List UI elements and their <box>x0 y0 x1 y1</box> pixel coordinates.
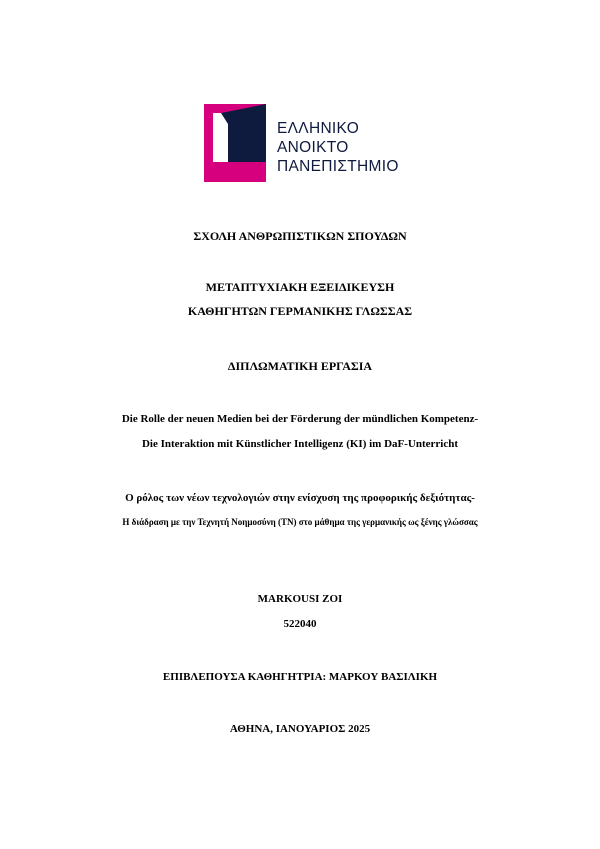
program-line-1: ΜΕΤΑΠΤΥΧΙΑΚΗ ΕΞΕΙΔΙΚΕΥΣΗ <box>205 280 395 294</box>
logo-line-3: ΠΑΝΕΠΙΣΤΗΜΙΟ <box>277 158 399 175</box>
place-date: ΑΘΗΝΑ, ΙΑΝΟΥΑΡΙΟΣ 2025 <box>229 723 371 735</box>
logo-wordmark <box>277 119 399 176</box>
school-name: ΣΧΟΛΗ ΑΝΘΡΩΠΙΣΤΙΚΩΝ ΣΠΟΥΔΩΝ <box>193 229 407 243</box>
title-german-line-2: Die Interaktion mit Künstlicher Intelligenz (KI) im DaF-Unterricht <box>141 438 458 450</box>
title-german-line-1: Die Rolle der neuen Medien bei der Förderung der mündlichen Kompetenz- <box>121 413 479 425</box>
author-name: MARKOUSI ZOI <box>257 593 343 605</box>
title-greek-line-2: Η διάδραση με την Τεχνητή Νοημοσύνη (ΤΝ) στο μάθημα της γερμανικής ως ξένης γλώσσας <box>122 517 478 527</box>
university-logo <box>204 104 404 182</box>
document-type: ΔΙΠΛΩΜΑΤΙΚΗ ΕΡΓΑΣΙΑ <box>227 359 373 373</box>
logo-line-2: ΑΝΟΙΚΤΟ <box>277 139 349 156</box>
title-greek-line-1: Ο ρόλος των νέων τεχνολογιών στην ενίσχυση της προφορικής δεξιότητας- <box>125 492 475 504</box>
logo-line-1: ΕΛΛΗΝΙΚΟ <box>277 120 360 137</box>
author-id: 522040 <box>283 618 317 630</box>
program-line-2: ΚΑΘΗΓΗΤΩΝ ΓΕΡΜΑΝΙΚΗΣ ΓΛΩΣΣΑΣ <box>187 304 413 318</box>
university-logo-icon <box>204 104 274 182</box>
supervisor: ΕΠΙΒΛΕΠΟΥΣΑ ΚΑΘΗΓΗΤΡΙΑ: ΜΑΡΚΟΥ ΒΑΣΙΛΙΚΗ <box>162 671 438 683</box>
